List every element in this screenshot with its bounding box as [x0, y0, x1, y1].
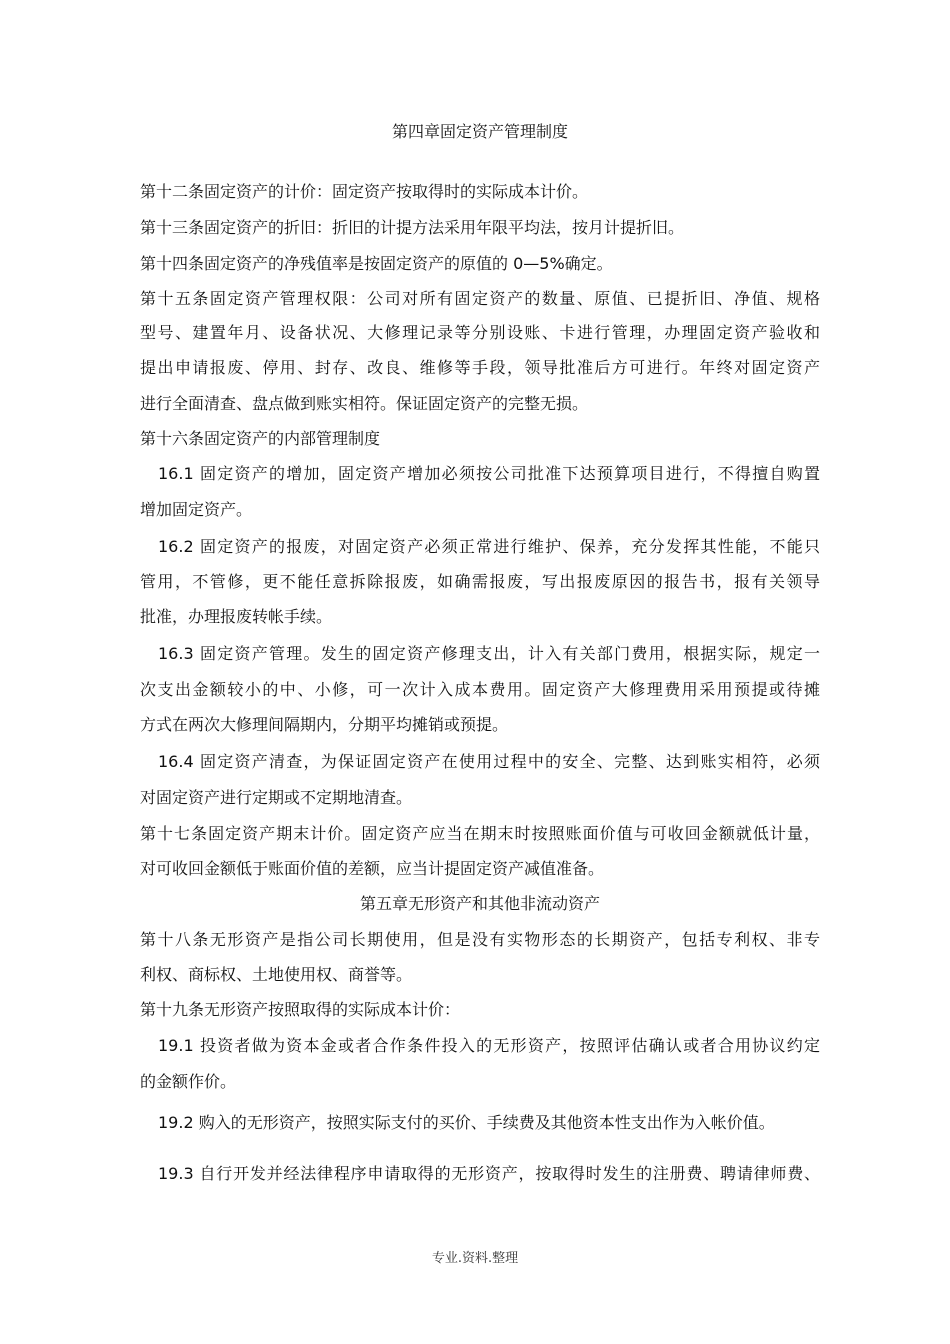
section-19-1-line: 19.1 投资者做为资本金或者合作条件投入的无形资产，按照评估确认或者合用协议约定	[158, 1036, 820, 1055]
article-15-line: 第十五条固定资产管理权限：公司对所有固定资产的数量、原值、已提折旧、净值、规格	[140, 289, 820, 308]
page-footer: 专业.资料.整理	[431, 1251, 519, 1266]
chapter4-title: 第四章固定资产管理制度	[391, 122, 568, 141]
article-16: 第十六条固定资产的内部管理制度	[140, 429, 381, 448]
section-19-3: 19.3 自行开发并经法律程序申请取得的无形资产，按取得时发生的注册费、聘请律师费、	[158, 1164, 820, 1183]
article-15-line: 型号、建置年月、设备状况、大修理记录等分别设账、卡进行管理，办理固定资产验收和	[140, 323, 820, 342]
article-19: 第十九条无形资产按照取得的实际成本计价：	[140, 1000, 461, 1019]
chapter5-title: 第五章无形资产和其他非流动资产	[359, 894, 600, 913]
section-16-4-line: 16.4 固定资产清查，为保证固定资产在使用过程中的安全、完整、达到账实相符，必须	[158, 752, 820, 771]
section-19-2: 19.2 购入的无形资产，按照实际支付的买价、手续费及其他资本性支出作为入帐价值。	[158, 1113, 775, 1132]
article-15-line: 进行全面清查、盘点做到账实相符。保证固定资产的完整无损。	[140, 394, 589, 413]
article-17-line: 第十七条固定资产期末计价。固定资产应当在期末时按照账面价值与可收回金额就低计量，	[140, 824, 820, 843]
section-16-3-line: 方式在两次大修理间隔期内，分期平均摊销或预提。	[140, 715, 509, 734]
section-16-2-line: 管用，不管修，更不能任意拆除报废，如确需报废，写出报废原因的报告书，报有关领导	[140, 572, 820, 591]
article-17-line: 对可收回金额低于账面价值的差额，应当计提固定资产减值准备。	[140, 859, 605, 878]
article-18-line: 利权、商标权、土地使用权、商誉等。	[140, 965, 413, 984]
section-16-3-line: 16.3 固定资产管理。发生的固定资产修理支出，计入有关部门费用，根据实际，规定一	[158, 644, 820, 663]
section-16-1-line: 增加固定资产。	[140, 500, 253, 519]
section-16-3-line: 次支出金额较小的中、小修，可一次计入成本费用。固定资产大修理费用采用预提或待摊	[140, 680, 820, 699]
article-13: 第十三条固定资产的折旧：折旧的计提方法采用年限平均法，按月计提折旧。	[140, 218, 685, 237]
article-18-line: 第十八条无形资产是指公司长期使用，但是没有实物形态的长期资产，包括专利权、非专	[140, 930, 820, 949]
article-15-line: 提出申请报废、停用、封存、改良、维修等手段，领导批准后方可进行。年终对固定资产	[140, 358, 820, 377]
section-16-2-line: 16.2 固定资产的报废，对固定资产必须正常进行维护、保养，充分发挥其性能，不能只	[158, 537, 820, 556]
article-14: 第十四条固定资产的净残值率是按固定资产的原值的 0—5%确定。	[140, 254, 613, 273]
article-12: 第十二条固定资产的计价：固定资产按取得时的实际成本计价。	[140, 182, 589, 201]
section-19-1-line: 的金额作价。	[140, 1072, 237, 1091]
section-16-2-line: 批准，办理报废转帐手续。	[140, 607, 333, 626]
section-16-1-line: 16.1 固定资产的增加，固定资产增加必须按公司批准下达预算项目进行，不得擅自购置	[158, 464, 820, 483]
section-16-4-line: 对固定资产进行定期或不定期地清查。	[140, 788, 413, 807]
